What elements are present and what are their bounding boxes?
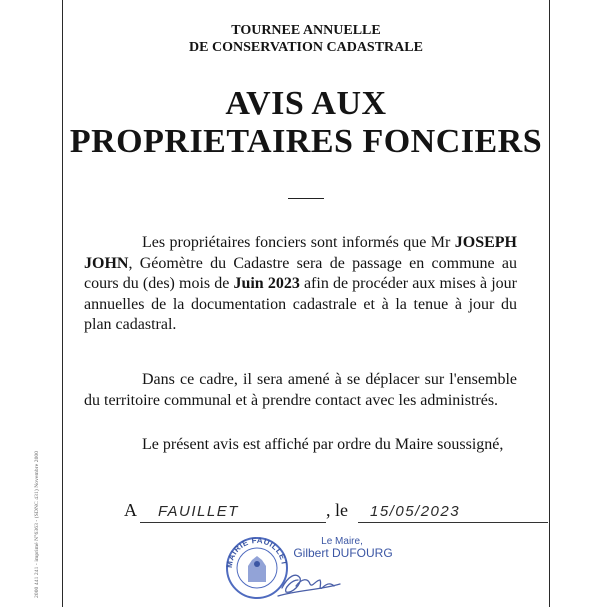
form-reference-note: 2000 441 241 - imprimé N°6363 - (SDNC 431) Novembre 2000	[34, 450, 40, 598]
header-line-1: TOURNEE ANNUELLE	[231, 23, 381, 38]
p3-text: Le présent avis est affiché par ordre du Maire soussigné,	[142, 436, 504, 453]
header-line-2: DE CONSERVATION CADASTRALE	[189, 40, 423, 55]
surveyor-name: JOSEPH JOHN	[84, 234, 517, 272]
at-label: A	[124, 500, 137, 520]
place-handwritten: FAUILLET	[158, 503, 239, 520]
mayor-title: Le Maire,	[321, 536, 363, 547]
date-handwritten: 15/05/2023	[370, 503, 461, 520]
title-line-2: PROPRIETAIRES FONCIERS	[69, 123, 543, 160]
separator-rule	[288, 198, 324, 199]
seal-text: MAIRIE FAUILLET	[224, 535, 289, 569]
paragraph-1	[84, 233, 517, 336]
title-line-1: AVIS AUX	[225, 85, 387, 122]
p1-intro: Les propriétaires fonciers sont informés que Mr	[142, 234, 455, 251]
paragraph-3	[84, 435, 517, 456]
p1-middle: , Géomètre du Cadastre sera de passage en commune au cours du (des) mois de	[84, 254, 517, 292]
paragraph-2	[84, 370, 517, 411]
p2-text: Dans ce cadre, il sera amené à se déplacer sur l'ensemble du territoire communal et à prendre contact avec les administrés.	[84, 371, 517, 409]
date-label: , le	[326, 500, 348, 520]
visit-month: Juin 2023	[233, 275, 300, 292]
p1-end: afin de procéder aux mises à jour annuelles de la documentation cadastrale et à la tenue à jour du plan cadastral.	[84, 275, 518, 333]
mayor-name: Gilbert DUFOURG	[293, 546, 393, 560]
